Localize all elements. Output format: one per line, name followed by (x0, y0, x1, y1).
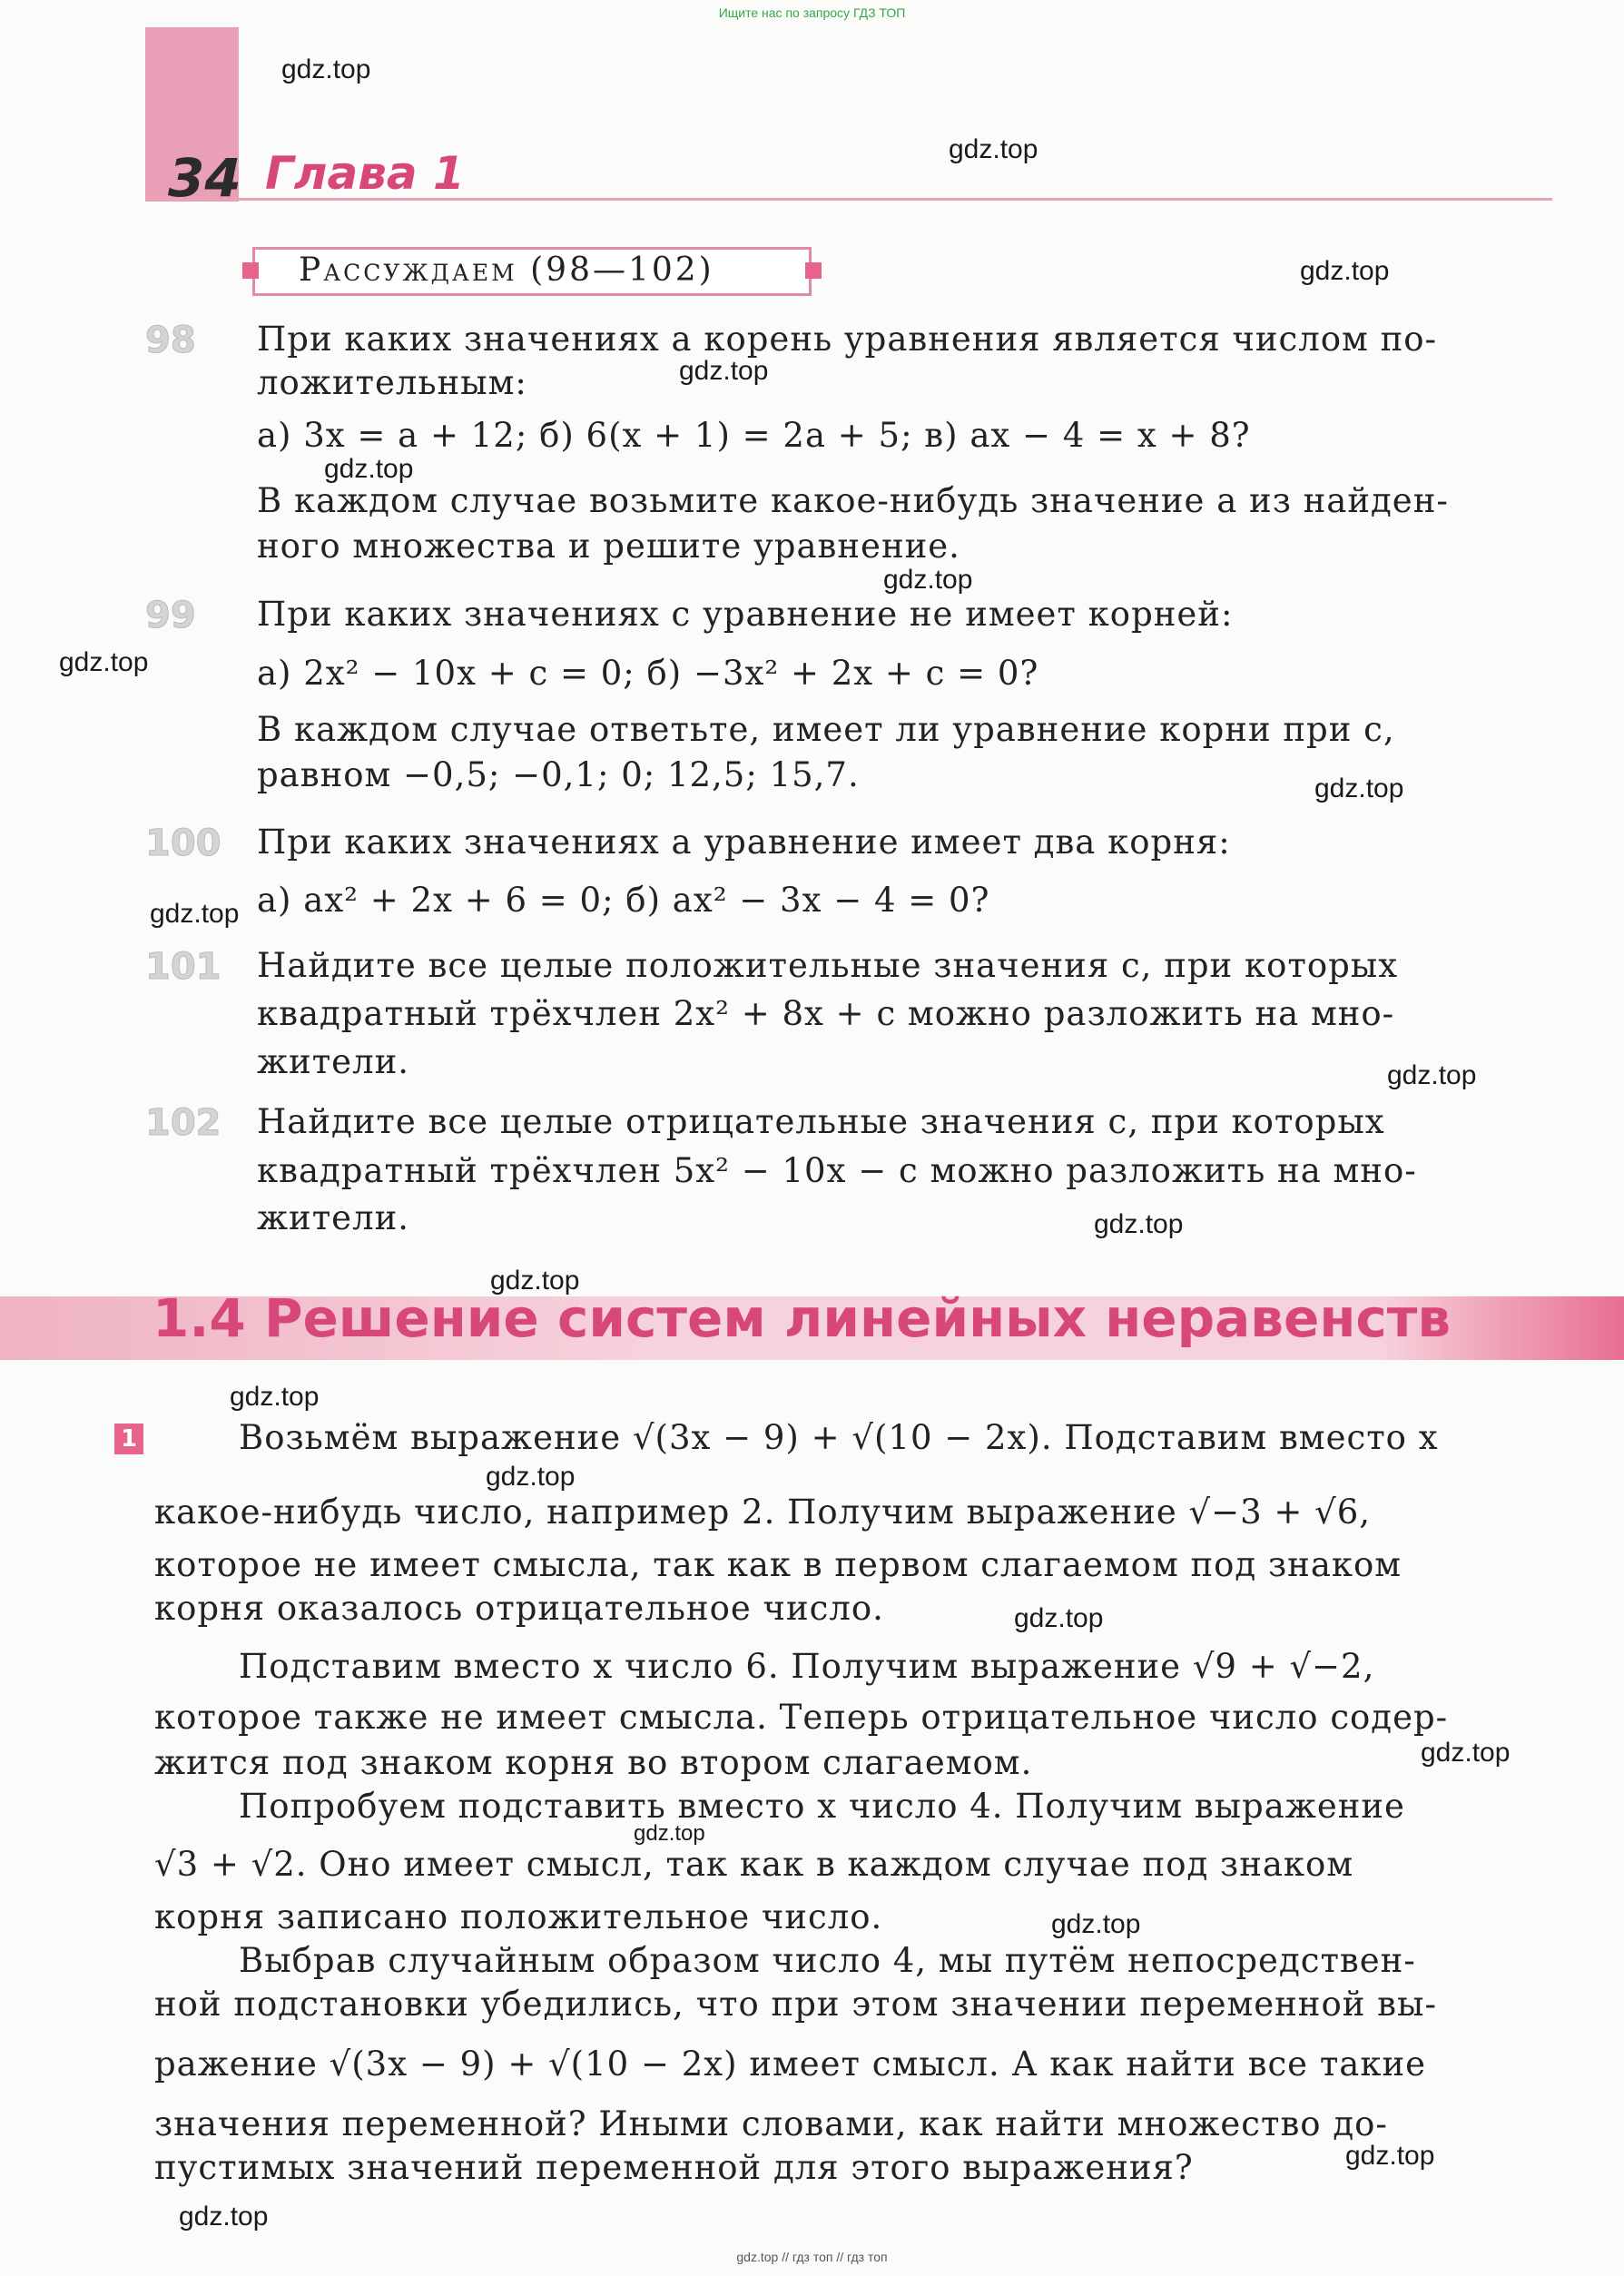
watermark: gdz.top (179, 2202, 269, 2232)
section-heading: 1.4 Решение систем линейных неравенств (153, 1287, 1452, 1349)
body-line: которое также не имеет смысла. Теперь отрицательное число содер- (154, 1698, 1449, 1737)
problem-text-line: жители. (257, 1042, 409, 1081)
watermark: gdz.top (949, 134, 1038, 164)
section-marker-right (805, 262, 822, 279)
watermark: gdz.top (230, 1382, 320, 1412)
body-line: значения переменной? Иными словами, как найти множество до- (154, 2104, 1388, 2143)
watermark: gdz.top (1051, 1909, 1141, 1939)
problem-number: 98 (145, 320, 196, 361)
watermark: gdz.top (1345, 2141, 1435, 2171)
watermark: gdz.top (1094, 1209, 1184, 1239)
watermark: gdz.top (1014, 1603, 1104, 1633)
bottom-credit: gdz.top // гдз топ // гдз топ (736, 2250, 888, 2264)
body-line: корня оказалось отрицательное число. (154, 1589, 884, 1628)
watermark: gdz.top (679, 356, 769, 386)
problem-text-line: жители. (257, 1198, 409, 1237)
problem-number: 99 (145, 595, 196, 636)
problem-text-line: а) 2x² − 10x + c = 0; б) −3x² + 2x + c = 0? (257, 654, 1039, 693)
problem-text-line: В каждом случае ответьте, имеет ли уравнение корни при c, (257, 710, 1395, 749)
watermark: gdz.top (634, 1821, 705, 1846)
problem-text-line: Найдите все целые положительные значения c, при которых (257, 946, 1399, 985)
body-line: ражение √(3x − 9) + √(10 − 2x) имеет смысл. А как найти все такие (154, 2044, 1427, 2084)
problem-number: 101 (145, 946, 221, 988)
body-line: корня записано положительное число. (154, 1897, 883, 1936)
watermark: gdz.top (281, 54, 371, 84)
problem-text-line: Найдите все целые отрицательные значения c, при которых (257, 1102, 1385, 1141)
body-line: Попробуем подставить вместо x число 4. Получим выражение (239, 1787, 1405, 1826)
problem-number: 100 (145, 823, 221, 864)
problem-text-line: равном −0,5; −0,1; 0; 12,5; 15,7. (257, 755, 860, 794)
problem-text-line: При каких значениях c уравнение не имеет корней: (257, 595, 1234, 634)
body-line: ной подстановки убедились, что при этом значении переменной вы- (154, 1985, 1437, 2024)
body-line: √3 + √2. Оно имеет смысл, так как в каждом случае под знаком (154, 1845, 1354, 1884)
problem-text-line: квадратный трёхчлен 5x² − 10x − c можно разложить на мно- (257, 1151, 1417, 1190)
problem-text-line: квадратный трёхчлен 2x² + 8x + c можно разложить на мно- (257, 994, 1395, 1033)
problem-text-line: При каких значениях a корень уравнения является числом по- (257, 320, 1438, 359)
watermark: gdz.top (1300, 256, 1390, 286)
problem-text-line: а) 3x = a + 12; б) 6(x + 1) = 2a + 5; в) ax − 4 = x + 8? (257, 416, 1251, 455)
watermark: gdz.top (1387, 1060, 1477, 1090)
example-badge: 1 (114, 1424, 143, 1454)
problem-text-line: а) ax² + 2x + 6 = 0; б) ax² − 3x − 4 = 0? (257, 881, 990, 920)
body-line: какое-нибудь число, например 2. Получим выражение √−3 + √6, (154, 1493, 1372, 1532)
problem-text-line: В каждом случае возьмите какое-нибудь значение a из найден- (257, 481, 1449, 520)
body-line: пустимых значений переменной для этого выражения? (154, 2148, 1194, 2187)
body-line: Выбрав случайным образом число 4, мы путём непосредствен- (239, 1941, 1416, 1980)
problem-number: 102 (145, 1102, 221, 1144)
watermark: gdz.top (324, 454, 414, 484)
chapter-title: Глава 1 (265, 147, 465, 200)
watermark: gdz.top (1421, 1738, 1511, 1768)
body-line: Возьмём выражение √(3x − 9) + √(10 − 2x). Подставим вместо x (239, 1418, 1439, 1457)
watermark: gdz.top (490, 1266, 580, 1296)
body-line: которое не имеет смысла, так как в первом слагаемом под знаком (154, 1545, 1403, 1584)
watermark: gdz.top (883, 565, 973, 595)
top-search-hint: Ищите нас по запросу ГДЗ ТОП (718, 5, 906, 20)
problem-text-line: При каких значениях a уравнение имеет два корня: (257, 823, 1231, 862)
section-title: Рассуждаем (98—102) (299, 251, 714, 289)
body-line: жится под знаком корня во втором слагаемом. (154, 1743, 1033, 1782)
section-label-box (252, 247, 812, 296)
watermark: gdz.top (486, 1462, 576, 1492)
problem-text-line: ложительным: (257, 363, 527, 402)
problem-text-line: ного множества и решите уравнение. (257, 527, 960, 566)
watermark: gdz.top (1314, 773, 1404, 803)
body-line: Подставим вместо x число 6. Получим выражение √9 + √−2, (239, 1647, 1375, 1686)
page-number: 34 (168, 147, 241, 209)
watermark: gdz.top (150, 899, 240, 929)
watermark: gdz.top (59, 647, 149, 677)
section-marker-left (242, 262, 259, 279)
